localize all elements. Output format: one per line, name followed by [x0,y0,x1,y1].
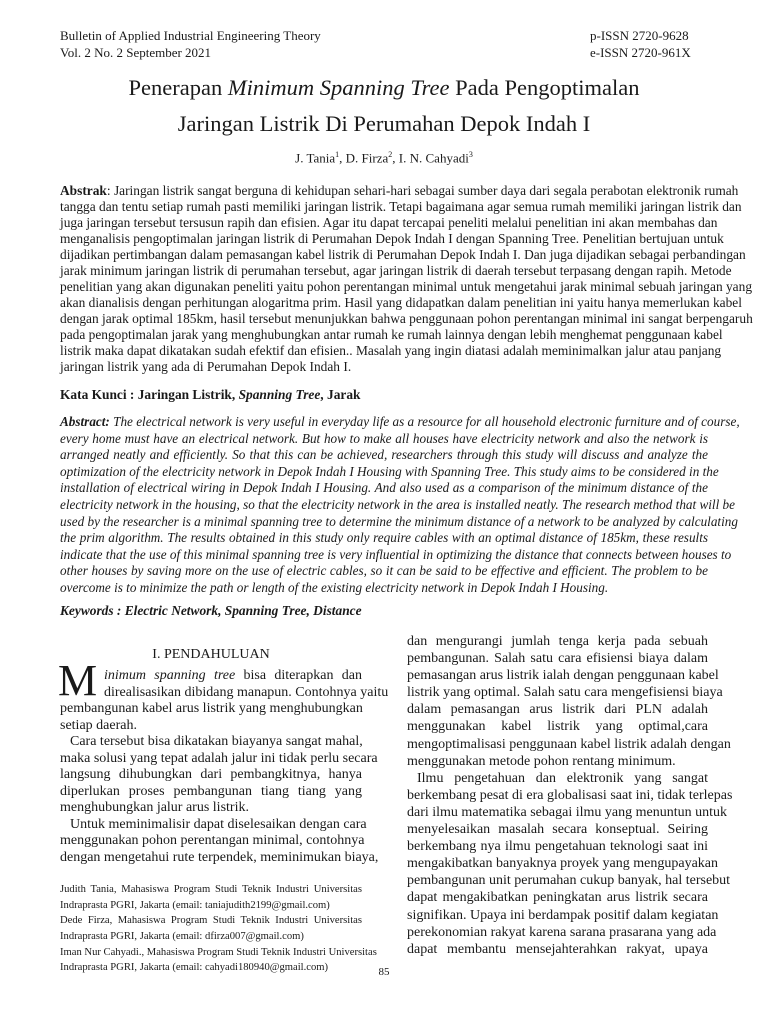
separator: , [392,150,399,166]
text-line [60,414,740,431]
text: : Jaringan listrik sangat berguna di kehidupan sehari-hari sebagai sumber daya dari segala perabotan elektronik rumah [106,183,739,198]
author-affiliation-mark: 3 [468,150,473,159]
text-line: tangga dan tentu setiap rumah pasti memiliki jaringan listrik. Tetapi bagaimana agar semua rumah memiliki jaringan listrik dan [60,199,742,214]
left-column [60,668,389,866]
title-line-2: Jaringan Listrik Di Perumahan Depok Indah I [177,111,591,136]
text-line: perekonomian rakyat karena sarana prasarana yang ada [407,924,717,940]
text-line: Indraprasta PGRI, Jakarta (email: taniajudith2199@gmail.com) [60,899,330,911]
text-line: mengoptimalisasi penggunaan kabel listrik adalah dengan [407,736,731,752]
text-line: akan dianalisis dengan perhitungan alogaritma prim. Hasil yang didapatkan dalam penelitian ini yaitu hanya memerlukan kabel [60,295,742,310]
text-line [60,668,362,685]
text-line: arranged neatly and efficiently. So that this can be achieved, researchers through this study will discuss and analyze the [60,447,708,463]
text-line: menggunakan metode pohon rentang minimum. [407,753,676,769]
title-text: Pada Pengoptimalan [449,75,640,100]
text-line: signifikan. Upaya ini berdampak positif dalam kegiatan [407,907,719,923]
journal-volume: Vol. 2 No. 2 September 2021 [60,45,212,60]
author-list [0,150,768,166]
text-line: listrik yang optimal. Salah satu cara mengefisiensi biaya [407,685,723,701]
text-line: indicate that the use of this minimal spanning tree is very influential in optimizing the distance that connects between houses to [60,546,732,562]
text-line: the prim algorithm. The results obtained in this study only require cables with an optimal distance of 185km, these results [60,530,708,546]
p-issn: p-ISSN 2720-9628 [590,28,689,43]
text-line: menggunakan kabel listrik yang optimal,cara [407,719,708,735]
text-line: dapat membantu mensejahterahkan rakyat, upaya [407,941,708,957]
text-line: Indraprasta PGRI, Jakarta (email: dfirza007@gmail.com) [60,931,304,943]
text-line: Untuk meminimalisir dapat diselesaikan dengan cara [70,816,367,832]
text-line: overcome is to minimize the path or length of the existing electricity network in Depok Indah I Housing. [60,579,609,595]
title-italic: Minimum Spanning Tree [227,75,450,100]
abstrak-indonesian [60,183,753,375]
text-line: pemasangan arus listrik ialah dengan penggunaan kabel [407,668,719,684]
text-line: other houses by saving more on the use of electric cables, so it can be said to be effective and efficient. The problem to be [60,563,708,579]
author-affiliation-mark: 2 [388,150,393,159]
text-line: Iman Nur Cahyadi., Mahasiswa Program Studi Teknik Industri Universitas [60,946,377,958]
kata-kunci-italic: Spanning Tree [238,387,321,402]
journal-header [60,27,321,61]
text-line: Judith Tania, Mahasiswa Program Studi Teknik Industri Universitas [60,884,362,895]
text-line: setiap daerah. [60,717,137,733]
text-line: listrik maka dapat dikatakan sudah efektif dan efisien.. Masalah yang ingin diatasi adalah meminimalkan jalur atau panjang [60,343,722,358]
text-line: maka solusi yang tepat adalah jalur ini tidak perlu secara [60,750,378,766]
author-name: J. Tania [295,150,336,166]
author-footnotes [60,882,377,976]
text-line: direalisasikan dibidang manapun. Contohnya yaitu [104,684,389,700]
text-line: Indraprasta PGRI, Jakarta (email: cahyadi180940@gmail.com) [60,962,329,974]
issn-block [590,27,691,61]
section-heading: I. PENDAHULUAN [152,647,270,662]
text-line: dengan jarak optimal 185km, hasil tersebut menunjukkan bahwa penggunaan pohon perentangan minimal ini sangat berpengaruh [60,311,753,326]
text-line: dengan mengetahui rute terpendek, meminimukan biaya, [60,849,379,865]
paper-title [0,70,768,142]
text-line: pembangunan kabel arus listrik yang menghubungkan [60,701,363,716]
right-column [407,633,733,958]
text-line: dalam pemasangan arus listrik dari PLN adalah [407,702,708,718]
text-line: menghubungkan jalur arus listrik. [60,800,249,815]
kata-kunci-post: , Jarak [320,387,361,402]
title-text: Penerapan [128,75,228,100]
text-line: Ilmu pengetahuan dan elektronik yang sangat [417,770,708,786]
journal-name: Bulletin of Applied Industrial Engineering Theory [60,28,321,43]
kata-kunci [60,387,360,403]
text-line: Dede Firza, Mahasiswa Program Studi Teknik Industri Universitas [60,915,362,927]
separator: , [339,150,346,166]
author-name: D. Firza [345,150,389,166]
text-line: berkembang pesat di era globalisasi saat ini, tidak terlepas [407,787,733,803]
abstract-label: Abstract: [60,414,110,429]
text-line: optimization of the electricity network in Depok Indah I Housing with Spanning Tree. This study aims to be considered in the [60,463,719,479]
text-line: jaringan listrik yang ada di Perumahan Depok Indah I. [60,359,352,374]
abstract-english [60,414,740,597]
text-line: juga jaringan tersebut tersusun rapih dan efisien. Agar itu dapat tercapai peneliti melalui penelitian ini akan membahas dan [60,215,718,230]
text-line: dapat mengakibatkan peningkatan arus listrik secara [407,890,708,906]
abstract-label: Abstrak [60,183,107,198]
text-line: Cara tersebut bisa dikatakan biayanya sangat mahal, [70,734,363,749]
text-line: jarak minimum jaringan listrik di perumahan tersebut, agar jaringan listrik di daerah tersebut terpasang dengan rapih. Metode [60,263,732,278]
text: The electrical network is very useful in everyday life as a resource for all household electronic furniture and of course, [109,414,740,429]
text-line [60,183,739,199]
text-line: pembangunan. Salah satu cara efisiensi biaya dalam [407,651,708,667]
keywords: Keywords : Electric Network, Spanning Tree, Distance [60,603,362,618]
author-affiliation-mark: 1 [335,150,340,159]
text-line: menggunakan pohon perentangan minimal, contohnya [60,833,365,848]
text-line: used by the researcher is a minimal spanning tree to determine the minimum distance of a network to be analyzed by calculating [60,513,738,529]
text-line: pembangunan unit perumahan cukup banyak, hal tersebut [407,873,731,889]
italic-term: inimum spanning tree [104,668,236,683]
text-line: penelitian yang akan digunakan peneliti yaitu pohon perentangan minimal untuk mengetahui jarak minimal sebuah jaringan yang [60,279,753,294]
text-line: dijadikan pertimbangan dalam pemasangan kabel listrik di Perumahan Depok Indah I. Dan juga dijadikan sebagai perbandingan [60,247,746,262]
text-line: pada pengoptimalan jarak yang menghubungkan antar rumah ke rumah lainnya dengan lebih menghemat penggunaan kabel [60,327,723,342]
text: bisa diterapkan dan [235,668,362,683]
text-line: dan mengurangi jumlah tenga kerja pada sebuah [407,634,708,649]
drop-cap: M [58,656,98,705]
kata-kunci-label: Kata Kunci : Jaringan Listrik, [60,387,239,402]
page-number: 85 [378,966,390,978]
text-line: diperlukan proses pembangunan tiang tiang yang [60,783,362,799]
e-issn: e-ISSN 2720-961X [590,45,691,60]
text-line: menganalisis pengoptimalan jaringan listrik di Perumahan Depok Indah I dengan Spanning Tree. Penelitian bertujuan untuk [60,231,724,246]
text-line: electricity network in the housing, so that the electricity network in the area is installed neatly. The research method that will be [60,496,736,512]
text-line: dari ilmu matematika sebagai ilmu yang menuntun untuk [407,804,727,820]
text-line: every home must have an electrical network. But how to make all houses have electricity network and also the network is [60,430,708,446]
text-line: mengakibatkan banyaknya proyek yang mengupayakan [407,856,719,872]
author-name: I. N. Cahyadi [398,150,469,166]
text-line: installation of electrical wiring in Depok Indah I Housing. And also used as a comparison of the minimum distance of the [60,480,708,496]
text-line: langsung dihubungkan dari pembangkitnya, hanya [60,767,362,782]
text-line: berkembang nya ilmu pengetahuan teknologi saat ini [407,839,708,855]
text-line: menyelesaikan masalah secara konseptual. Seiring [407,822,708,838]
